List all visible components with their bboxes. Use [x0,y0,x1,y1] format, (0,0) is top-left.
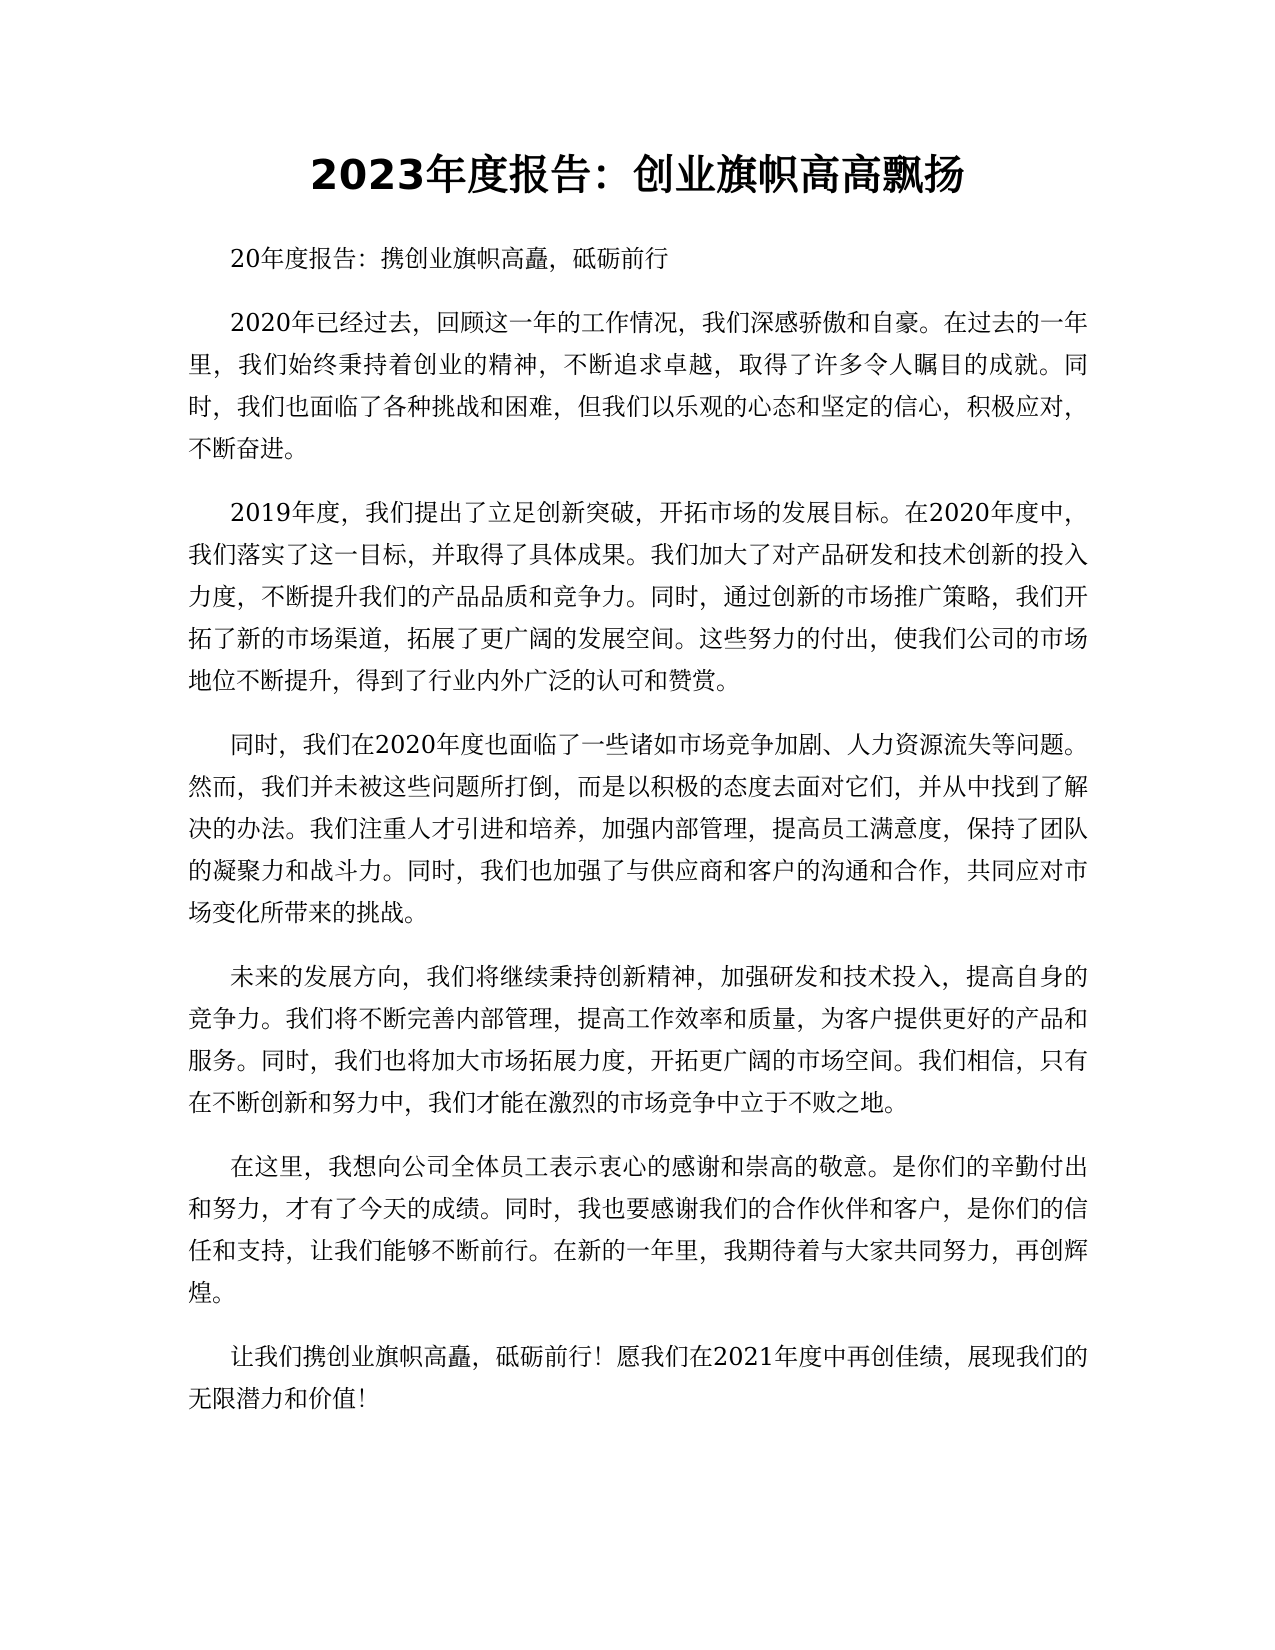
paragraph-goals-2019: 2019年度，我们提出了立足创新突破，开拓市场的发展目标。在2020年度中，我们落实了这一目标，并取得了具体成果。我们加大了对产品研发和技术创新的投入力度，不断提升我们的产品品质和竞争力。同时，通过创新的市场推广策略，我们开拓了新的市场渠道，拓展了更广阔的发展空间。这些努力的付出，使我们公司的市场地位不断提升，得到了行业内外广泛的认可和赞赏。 [188,499,1088,695]
paragraph-thanks: 在这里，我想向公司全体员工表示衷心的感谢和崇高的敬意。是你们的辛勤付出和努力，才有了今天的成绩。同时，我也要感谢我们的合作伙伴和客户，是你们的信任和支持，让我们能够不断前行。在新的一年里，我期待着与大家共同努力，再创辉煌。 [188,1153,1088,1307]
paragraph-challenges: 同时，我们在2020年度也面临了一些诸如市场竞争加剧、人力资源流失等问题。然而，我们并未被这些问题所打倒，而是以积极的态度去面对它们，并从中找到了解决的办法。我们注重人才引进和培养，加强内部管理，提高员工满意度，保持了团队的凝聚力和战斗力。同时，我们也加强了与供应商和客户的沟通和合作，共同应对市场变化所带来的挑战。 [188,731,1088,927]
paragraph-review-2020: 2020年已经过去，回顾这一年的工作情况，我们深感骄傲和自豪。在过去的一年里，我们始终秉持着创业的精神，不断追求卓越，取得了许多令人瞩目的成就。同时，我们也面临了各种挑战和困难，但我们以乐观的心态和坚定的信心，积极应对，不断奋进。 [188,309,1088,463]
paragraph-closing: 让我们携创业旗帜高矗，砥砺前行！愿我们在2021年度中再创佳绩，展现我们的无限潜力和价值！ [188,1343,1088,1413]
subtitle-paragraph: 20年度报告：携创业旗帜高矗，砥砺前行 [230,245,669,273]
paragraph-future-direction: 未来的发展方向，我们将继续秉持创新精神，加强研发和技术投入，提高自身的竞争力。我们将不断完善内部管理，提高工作效率和质量，为客户提供更好的产品和服务。同时，我们也将加大市场拓展力度，开拓更广阔的市场空间。我们相信，只有在不断创新和努力中，我们才能在激烈的市场竞争中立于不败之地。 [188,963,1088,1117]
document-body [188,238,1088,1442]
document-title: 2023年度报告：创业旗帜高高飘扬 [309,151,966,199]
